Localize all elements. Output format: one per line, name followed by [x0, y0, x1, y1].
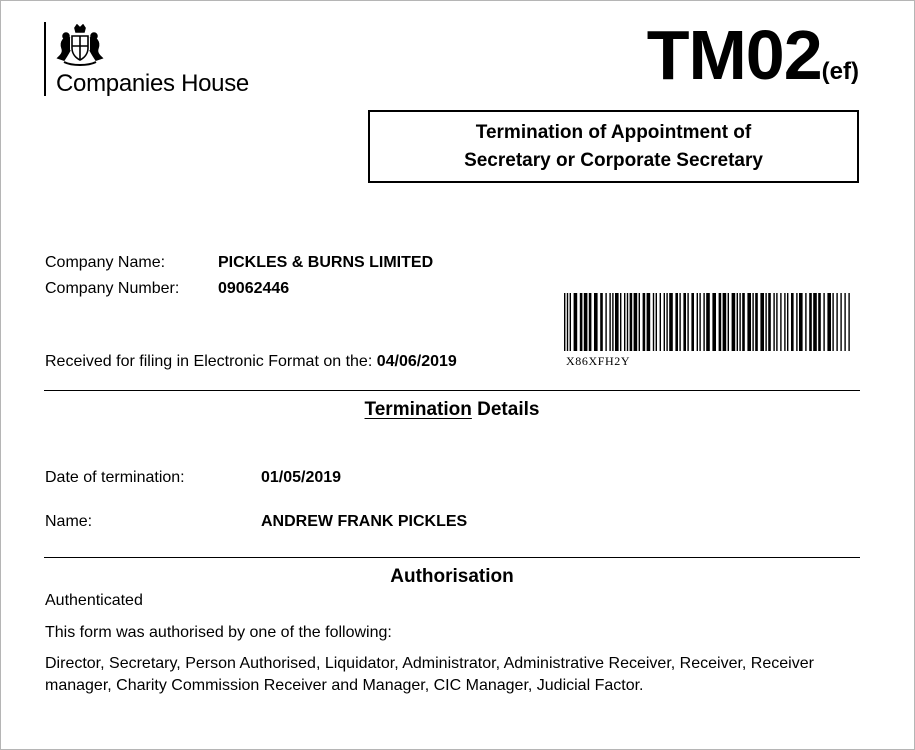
form-code-suffix: (ef) [821, 58, 859, 85]
logo-divider [44, 22, 46, 96]
barcode-bar [594, 293, 598, 351]
barcode-image [564, 293, 852, 351]
barcode-bar [605, 293, 606, 351]
barcode-bar [600, 293, 603, 351]
company-name-label: Company Name: [45, 254, 166, 271]
barcode-bar [574, 293, 578, 351]
barcode-bar [634, 293, 638, 351]
section-divider [44, 557, 860, 558]
form-code-main: TM02 [646, 16, 822, 94]
company-number-value: 09062446 [218, 280, 290, 297]
barcode-bar [687, 293, 688, 351]
received-label [45, 353, 457, 371]
barcode-bar [653, 293, 654, 351]
form-title-line-1: Termination of Appointment of [475, 121, 752, 143]
barcode-bar [627, 293, 628, 351]
barcode-bar [612, 293, 613, 351]
section-divider [44, 390, 860, 391]
barcode-bar [784, 293, 785, 351]
barcode-bar [836, 293, 837, 351]
barcode-bar [787, 293, 788, 351]
barcode-bar [564, 293, 565, 351]
barcode-bar [768, 293, 771, 351]
barcode-bar [699, 293, 700, 351]
barcode-bar [647, 293, 651, 351]
barcode-bar [639, 293, 640, 351]
barcode-bar [643, 293, 646, 351]
barcode-bar [719, 293, 722, 351]
barcode-bar [742, 293, 745, 351]
officer-name-value: ANDREW FRANK PICKLES [261, 513, 468, 530]
barcode-bar [615, 293, 619, 351]
authorisation-intro: This form was authorised by one of the following: [45, 624, 392, 641]
barcode-bar [805, 293, 806, 351]
termination-date-value: 01/05/2019 [261, 469, 342, 486]
termination-date-label: Date of termination: [45, 469, 185, 486]
barcode-bar [706, 293, 710, 351]
barcode-bar [660, 293, 661, 351]
barcode-bar [675, 293, 678, 351]
barcode-bar [679, 293, 680, 351]
barcode-bar [624, 293, 625, 351]
barcode-bar [737, 293, 738, 351]
barcode-bar [723, 293, 727, 351]
form-title-box [368, 110, 859, 183]
barcode-bar [765, 293, 766, 351]
barcode-bar [630, 293, 633, 351]
received-label-text: Received for filing in Electronic Format on the: [45, 353, 373, 370]
barcode-bar [620, 293, 621, 351]
barcode-bar [589, 293, 592, 351]
barcode-bar [656, 293, 657, 351]
barcode-bar [683, 293, 686, 351]
barcode-bar [773, 293, 774, 351]
barcode-bar [712, 293, 716, 351]
barcode-bar [848, 293, 849, 351]
barcode-bar [584, 293, 588, 351]
termination-details-heading [44, 399, 860, 421]
barcode-bar [823, 293, 824, 351]
barcode-bar [739, 293, 740, 351]
royal-coat-of-arms-icon [56, 24, 104, 68]
barcode-bar [669, 293, 673, 351]
barcode-bar [760, 293, 764, 351]
barcode-bar [691, 293, 694, 351]
termination-heading-underlined: Termination [364, 399, 472, 420]
authorised-roles: Director, Secretary, Person Authorised, Liquidator, Administrator, Administrative Receiver, Receiver, Receiver manager, Charity Commission Receiver and Manager, CIC Manager, Judicial Factor. [45, 655, 814, 694]
form-title-line-2: Secretary or Corporate Secretary [464, 149, 763, 171]
barcode-bar [752, 293, 753, 351]
authorisation-heading: Authorisation [390, 566, 514, 587]
barcode-bar [809, 293, 812, 351]
barcode-bar [732, 293, 736, 351]
barcode-bar [840, 293, 841, 351]
barcode-text: X86XFH2Y [566, 354, 631, 368]
barcode-bar [666, 293, 667, 351]
barcode-bar [755, 293, 758, 351]
barcode-bar [827, 293, 831, 351]
company-number-label: Company Number: [45, 280, 180, 297]
barcode-bar [747, 293, 751, 351]
barcode-bar [570, 293, 571, 351]
barcode-bar [780, 293, 781, 351]
organisation-name: Companies House [56, 70, 249, 97]
barcode-bar [567, 293, 568, 351]
barcode-bar [580, 293, 583, 351]
received-date: 04/06/2019 [376, 353, 457, 370]
barcode-bar [796, 293, 797, 351]
barcode-bar [832, 293, 833, 351]
barcode-bar [776, 293, 777, 351]
barcode-bar [609, 293, 610, 351]
barcode-bar [697, 293, 698, 351]
officer-name-label: Name: [45, 513, 93, 530]
barcode-bar [791, 293, 794, 351]
company-name-value: PICKLES & BURNS LIMITED [218, 254, 434, 271]
barcode-bar [799, 293, 803, 351]
form-code [646, 16, 859, 94]
barcode-bar [813, 293, 817, 351]
termination-heading-rest: Details [471, 399, 540, 420]
barcode-bar [728, 293, 729, 351]
barcode-bar [818, 293, 821, 351]
barcode-bar [844, 293, 845, 351]
barcode-bar [664, 293, 665, 351]
authentication-status: Authenticated [45, 592, 143, 609]
barcode-bar [703, 293, 704, 351]
